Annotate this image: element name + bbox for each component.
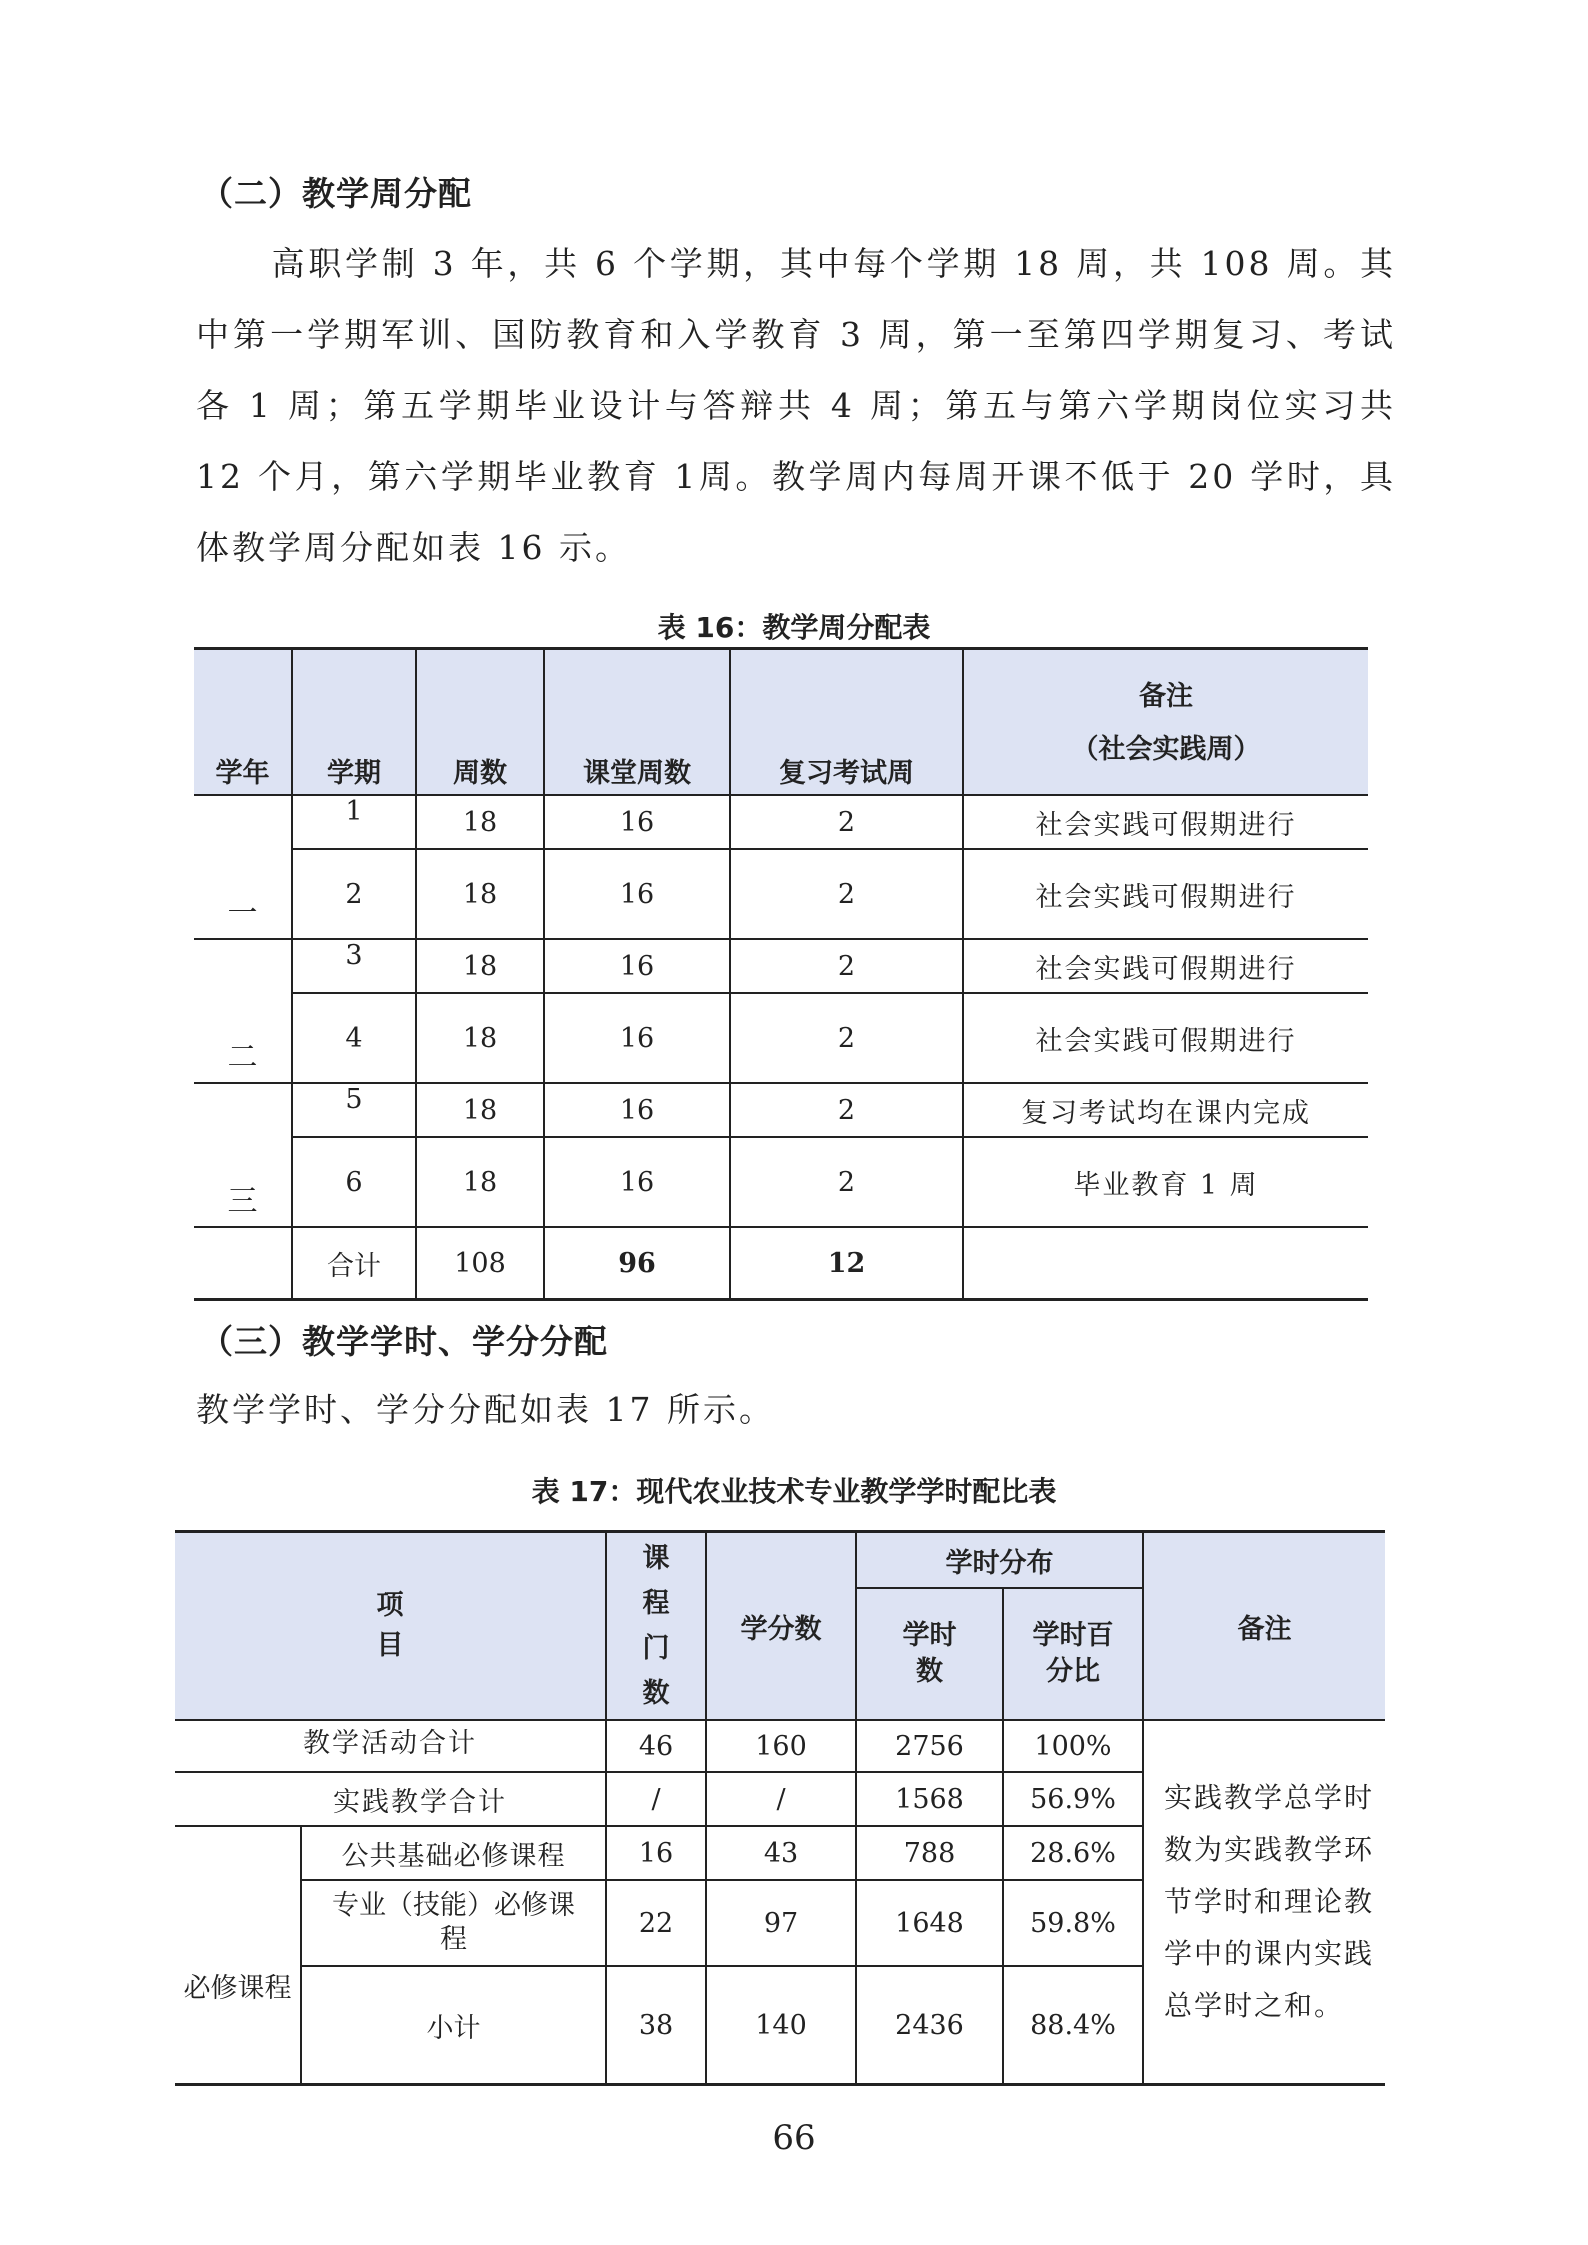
table17-caption: 表 17：现代农业技术专业教学学时配比表 <box>531 1475 1057 1508</box>
header-class-weeks: 课堂周数 <box>544 649 730 796</box>
remark-cell: 复习考试均在课内完成 <box>963 1083 1368 1137</box>
term-cell: 2 <box>292 849 416 939</box>
term-cell: 5 <box>292 1083 416 1137</box>
header-remark-line1: 备注 <box>1139 681 1193 712</box>
section2-paragraph-text: 高职学制 3 年，共 6 个学期，其中每个学期 18 周，共 108 周。其中第一学期军训、国防教育和入学教育 3 周，第一至第四学期复习、考试各 1 周；第五学期毕业设计与答辩共 4 周；第五与第六学期岗位实习共 12 个月，第六学期毕业教育 1周。教学周内每周开课不低于 20 学时，具体教学周分配如表 16 示。 <box>196 244 1396 567</box>
table-row <box>194 795 1368 849</box>
weeks-cell: 18 <box>416 939 544 993</box>
class-weeks-cell: 16 <box>544 1137 730 1227</box>
credits-cell: 97 <box>706 1880 856 1966</box>
weeks-cell: 18 <box>416 1137 544 1227</box>
exam-weeks-cell: 2 <box>730 795 963 849</box>
hours-cell: 1648 <box>856 1880 1003 1966</box>
remark-cell: 社会实践可假期进行 <box>963 993 1368 1083</box>
row-label: 公共基础必修课程 <box>301 1826 606 1880</box>
year-cell: 二 <box>194 939 292 1083</box>
class-weeks-cell: 16 <box>544 1083 730 1137</box>
total-weeks: 108 <box>416 1227 544 1300</box>
exam-weeks-cell: 2 <box>730 1083 963 1137</box>
header-remark-line2: （社会实践周） <box>1071 734 1261 765</box>
row-label: 小计 <box>301 1966 606 2085</box>
table-row <box>194 993 1368 1083</box>
remark-cell: 社会实践可假期进行 <box>963 795 1368 849</box>
percent-cell: 100% <box>1003 1720 1143 1772</box>
year-cell: 一 <box>194 795 292 939</box>
weeks-cell: 18 <box>416 1083 544 1137</box>
weeks-cell: 18 <box>416 993 544 1083</box>
header-credits: 学分数 <box>706 1532 856 1721</box>
hours-cell: 1568 <box>856 1772 1003 1826</box>
exam-weeks-cell: 2 <box>730 993 963 1083</box>
page-number: 66 <box>772 2118 816 2158</box>
total-year-cell <box>194 1227 292 1300</box>
percent-cell: 59.8% <box>1003 1880 1143 1966</box>
credits-cell: / <box>706 1772 856 1826</box>
weeks-cell: 18 <box>416 795 544 849</box>
section3-paragraph: 教学学时、学分分配如表 17 所示。 <box>196 1390 775 1429</box>
header-term: 学期 <box>292 649 416 796</box>
term-cell: 4 <box>292 993 416 1083</box>
header-weeks: 周数 <box>416 649 544 796</box>
section2-paragraph <box>196 228 1396 583</box>
class-weeks-cell: 16 <box>544 849 730 939</box>
section2-heading: （二）教学周分配 <box>200 174 472 213</box>
hours-cell: 2756 <box>856 1720 1003 1772</box>
hours-cell: 2436 <box>856 1966 1003 2085</box>
header-year: 学年 <box>194 649 292 796</box>
header-remark <box>963 649 1368 796</box>
header-course-count: 课 程 门 数 <box>606 1532 706 1721</box>
header-exam-weeks: 复习考试周 <box>730 649 963 796</box>
header-hours-group: 学时分布 <box>856 1532 1143 1589</box>
courses-cell: 46 <box>606 1720 706 1772</box>
term-cell: 6 <box>292 1137 416 1227</box>
header-hours: 学时 数 <box>856 1588 1003 1720</box>
class-weeks-cell: 16 <box>544 939 730 993</box>
exam-weeks-cell: 2 <box>730 939 963 993</box>
percent-cell: 28.6% <box>1003 1826 1143 1880</box>
table16-total-row <box>194 1227 1368 1300</box>
header-percent: 学时百 分比 <box>1003 1588 1143 1720</box>
row-label: 教学活动合计 <box>175 1720 606 1772</box>
table17-header-row1 <box>175 1532 1385 1589</box>
total-class-weeks: 96 <box>544 1227 730 1300</box>
credits-cell: 43 <box>706 1826 856 1880</box>
table16-header-row <box>194 649 1368 796</box>
remark-cell: 社会实践可假期进行 <box>963 939 1368 993</box>
required-group-label: 必修课程 <box>175 1826 301 2085</box>
header-item: 项 目 <box>175 1532 606 1721</box>
table-row <box>194 939 1368 993</box>
table-row <box>194 1137 1368 1227</box>
table-row <box>175 1720 1385 1772</box>
percent-cell: 56.9% <box>1003 1772 1143 1826</box>
row-label: 实践教学合计 <box>175 1772 606 1826</box>
remark-cell: 社会实践可假期进行 <box>963 849 1368 939</box>
courses-cell: 22 <box>606 1880 706 1966</box>
credits-cell: 160 <box>706 1720 856 1772</box>
exam-weeks-cell: 2 <box>730 849 963 939</box>
total-remark <box>963 1227 1368 1300</box>
courses-cell: 16 <box>606 1826 706 1880</box>
courses-cell: 38 <box>606 1966 706 2085</box>
hours-cell: 788 <box>856 1826 1003 1880</box>
table16-caption: 表 16：教学周分配表 <box>657 611 931 644</box>
term-cell: 3 <box>292 939 416 993</box>
percent-cell: 88.4% <box>1003 1966 1143 2085</box>
remark-note: 实践教学总学时数为实践教学环节学时和理论教学中的课内实践总学时之和。 <box>1143 1720 1385 2085</box>
table-row <box>194 1083 1368 1137</box>
courses-cell: / <box>606 1772 706 1826</box>
year-cell: 三 <box>194 1083 292 1227</box>
section3-heading: （三）教学学时、学分分配 <box>200 1322 608 1361</box>
total-exam-weeks: 12 <box>730 1227 963 1300</box>
exam-weeks-cell: 2 <box>730 1137 963 1227</box>
class-weeks-cell: 16 <box>544 993 730 1083</box>
term-cell: 1 <box>292 795 416 849</box>
weeks-cell: 18 <box>416 849 544 939</box>
class-weeks-cell: 16 <box>544 795 730 849</box>
credit-hours-table <box>175 1530 1385 2086</box>
header-remark: 备注 <box>1143 1532 1385 1721</box>
remark-cell: 毕业教育 1 周 <box>963 1137 1368 1227</box>
teaching-weeks-table <box>194 647 1368 1301</box>
total-label: 合计 <box>292 1227 416 1300</box>
table-row <box>194 849 1368 939</box>
row-label: 专业（技能）必修课程 <box>301 1880 606 1966</box>
credits-cell: 140 <box>706 1966 856 2085</box>
